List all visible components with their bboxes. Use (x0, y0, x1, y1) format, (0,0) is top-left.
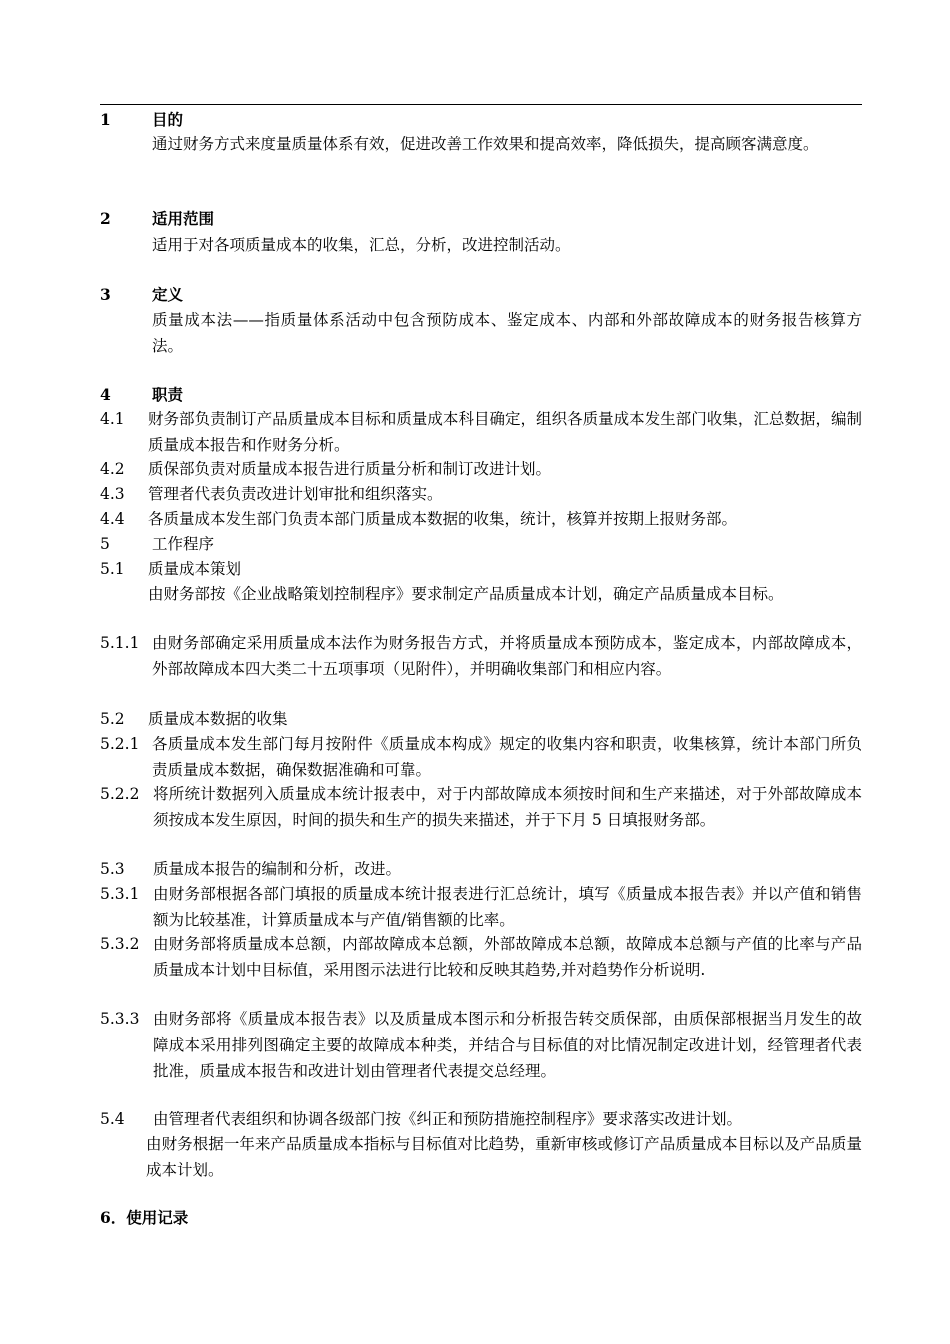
section-number: 1 (100, 110, 111, 129)
section-title: 适用范围 (152, 209, 215, 228)
section-number: 3 (100, 285, 111, 304)
list-item-5-1-1 (100, 630, 862, 682)
list-item-5-2-1 (100, 731, 862, 783)
section-number: 4 (100, 385, 111, 404)
section-1-body (100, 131, 862, 157)
item-text: 管理者代表负责改进计划审批和组织落实。 (148, 485, 443, 503)
item-text: 由财务部确定采用质量成本法作为财务报告方式，并将质量成本预防成本，鉴定成本，内部故障成本，外部故障成本四大类二十五项事项（见附件），并明确收集部门和相应内容。 (152, 634, 862, 678)
item-text: 各质量成本发生部门每月按附件《质量成本构成》规定的收集内容和职责，收集核算，统计本部门所负责质量成本数据，确保数据准确和可靠。 (152, 735, 862, 779)
paragraph: 通过财务方式来度量质量体系有效，促进改善工作效果和提高效率，降低损失，提高顾客满意度。 (152, 135, 819, 153)
header-rule (100, 104, 862, 105)
list-item-5-3-3 (100, 1006, 862, 1084)
item-number: 5.3.3 (100, 1010, 140, 1028)
item-number: 5.1.1 (100, 634, 140, 652)
paragraph: 由财务部按《企业战略策划控制程序》要求制定产品质量成本计划，确定产品质量成本目标。 (148, 585, 784, 603)
paragraph: 由财务根据一年来产品质量成本指标与目标值对比趋势，重新审核或修订产品质量成本目标以及产品质量成本计划。 (146, 1135, 862, 1179)
section-title: 目的 (152, 110, 184, 129)
item-number: 5.4 (100, 1110, 125, 1128)
list-item-4-4 (100, 506, 862, 532)
item-text: 由财务部将质量成本总额，内部故障成本总额，外部故障成本总额，故障成本总额与产值的比率与产品质量成本计划中目标值，采用图示法进行比较和反映其趋势,并对趋势作分析说明. (153, 935, 862, 979)
item-number: 4.1 (100, 410, 125, 428)
item-number: 4.2 (100, 460, 125, 478)
item-number: 4.3 (100, 485, 125, 503)
paragraph: 适用于对各项质量成本的收集，汇总，分析，改进控制活动。 (152, 236, 571, 254)
item-text: 各质量成本发生部门负责本部门质量成本数据的收集，统计，核算并按期上报财务部。 (148, 510, 738, 528)
item-text: 由财务部根据各部门填报的质量成本统计报表进行汇总统计，填写《质量成本报告表》并以产值和销售额为比较基准，计算质量成本与产值/销售额的比率。 (153, 885, 862, 929)
section-number: 5 (100, 535, 110, 553)
item-text: 质保部负责对质量成本报告进行质量分析和制订改进计划。 (148, 460, 552, 478)
section-title: 工作程序 (152, 535, 215, 553)
item-text: 将所统计数据列入质量成本统计报表中，对于内部故障成本须按时间和生产来描述，对于外部故障成本须按成本发生原因，时间的损失和生产的损失来描述，并于下月 5 日填报财务部。 (153, 785, 862, 829)
item-number: 5.2 (100, 710, 125, 728)
item-title: 由管理者代表组织和协调各级部门按《纠正和预防措施控制程序》要求落实改进计划。 (153, 1110, 743, 1128)
section-5-1-body (100, 581, 862, 607)
section-3-body (100, 307, 862, 359)
list-item-4-2 (100, 456, 862, 482)
paragraph: 质量成本法——指质量体系活动中包含预防成本、鉴定成本、内部和外部故障成本的财务报告核算方法。 (152, 311, 862, 355)
list-item-5-3-1 (100, 881, 862, 933)
item-title: 质量成本报告的编制和分析，改进。 (153, 860, 402, 878)
section-5-4-body (100, 1131, 862, 1183)
item-number: 5.3.1 (100, 885, 140, 903)
section-number: 2 (100, 209, 111, 228)
list-item-5-2-2 (100, 781, 862, 833)
item-title: 质量成本策划 (148, 560, 242, 578)
item-text: 由财务部将《质量成本报告表》以及质量成本图示和分析报告转交质保部，由质保部根据当月发生的故障成本采用排列图确定主要的故障成本种类，并结合与目标值的对比情况制定改进计划，经管理者代表批准，质量成本报告和改进计划由管理者代表提交总经理。 (153, 1010, 862, 1080)
section-title: 职责 (152, 385, 184, 404)
item-number: 5.2.1 (100, 735, 140, 753)
item-number: 5.3 (100, 860, 125, 878)
list-item-4-3 (100, 481, 862, 507)
section-2-body (100, 232, 862, 258)
list-item-4-1 (100, 406, 862, 458)
item-number: 5.1 (100, 560, 125, 578)
item-number: 5.3.2 (100, 935, 140, 953)
item-text: 财务部负责制订产品质量成本目标和质量成本科目确定，组织各质量成本发生部门收集，汇总数据，编制质量成本报告和作财务分析。 (148, 410, 862, 454)
list-item-5-3-2 (100, 931, 862, 983)
item-number: 5.2.2 (100, 785, 140, 803)
section-title: 6．使用记录 (100, 1208, 189, 1227)
item-title: 质量成本数据的收集 (148, 710, 288, 728)
item-number: 4.4 (100, 510, 125, 528)
section-title: 定义 (152, 285, 184, 304)
